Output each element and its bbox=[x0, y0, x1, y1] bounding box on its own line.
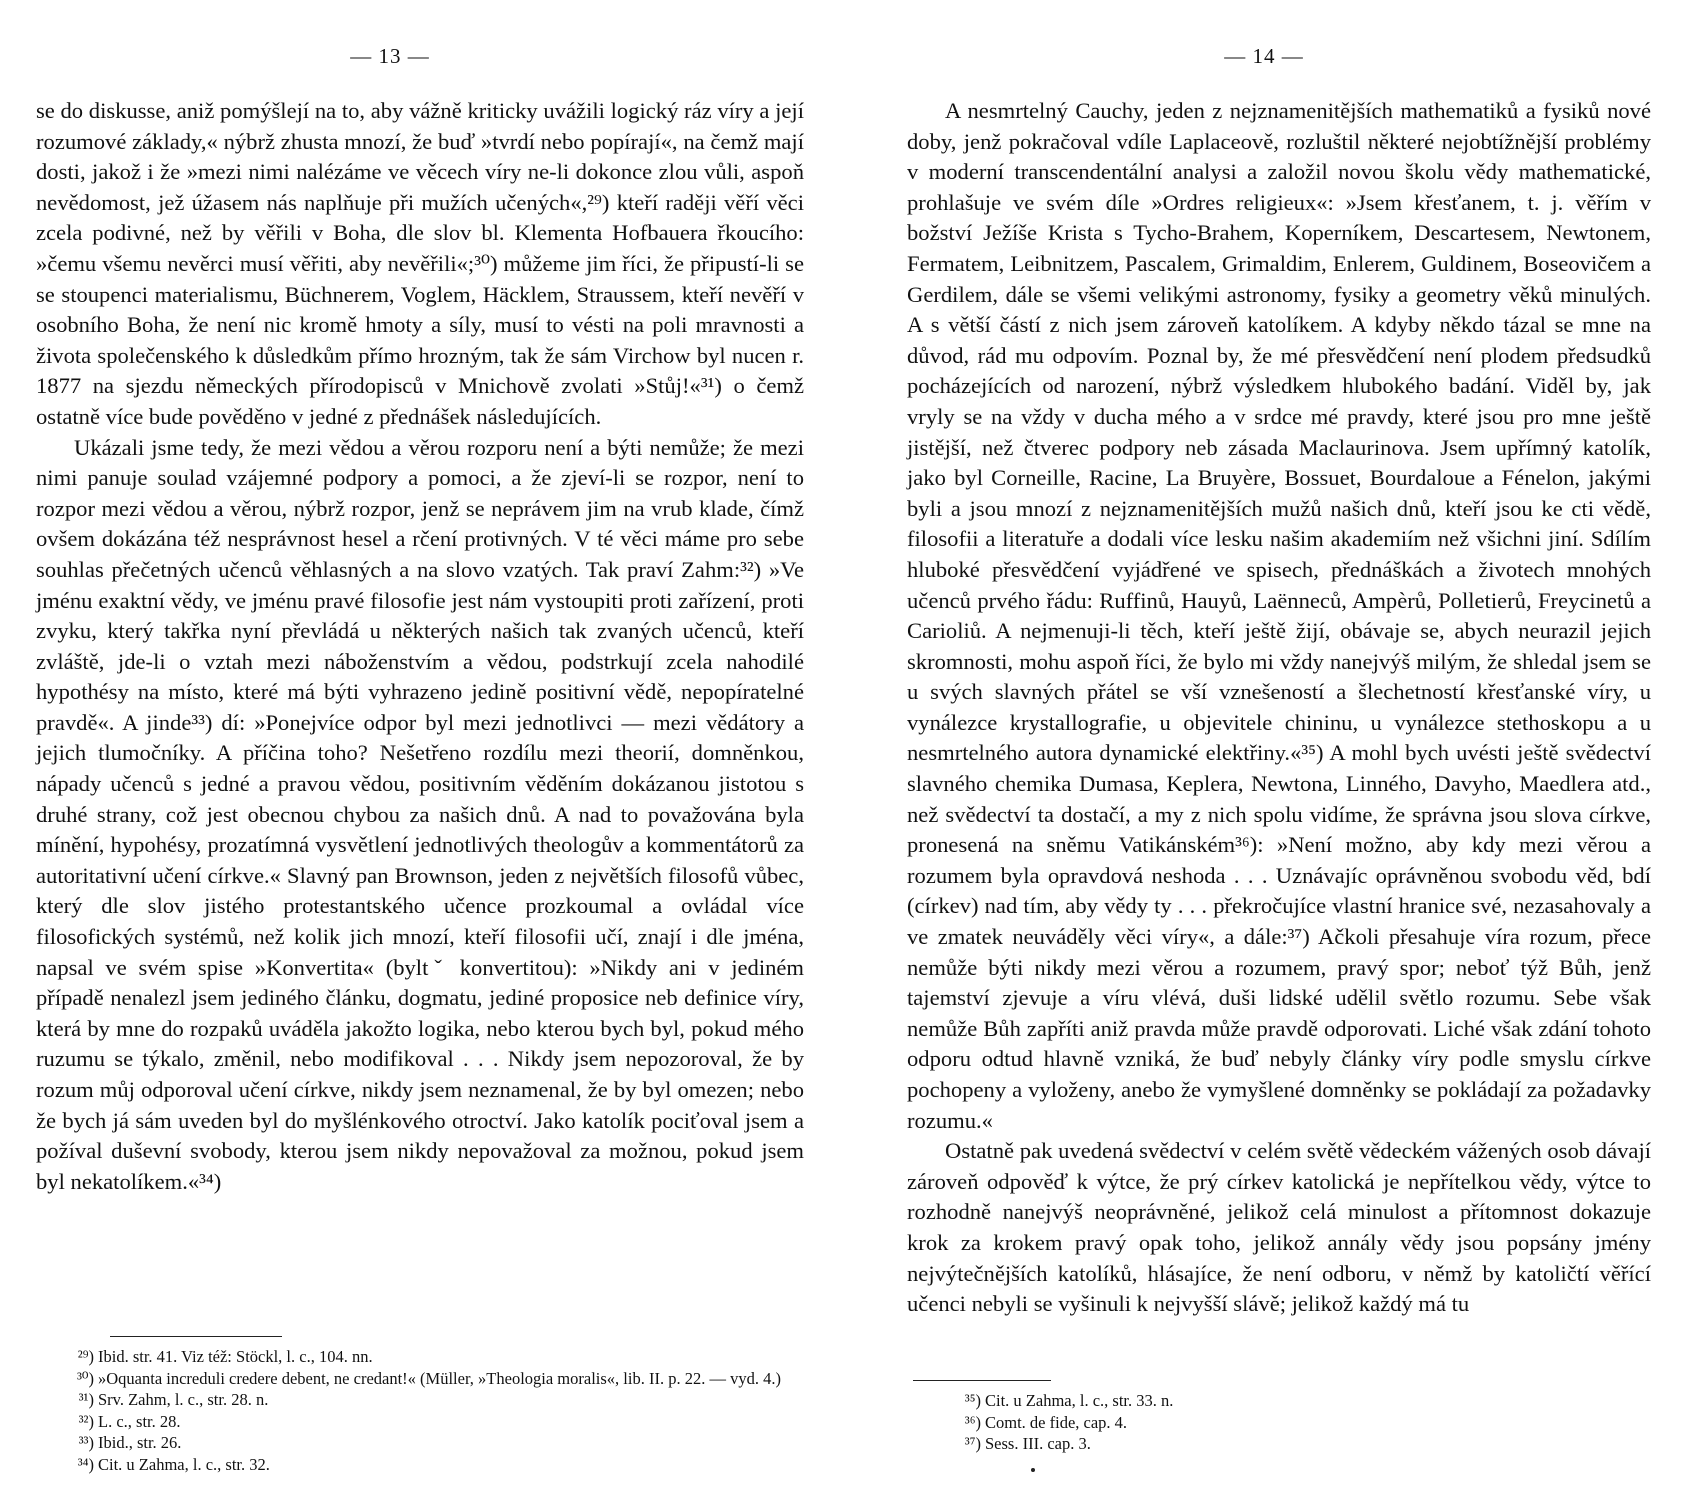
footnote-number: ³⁷) bbox=[964, 1434, 981, 1454]
footnote-text: L. c., str. 28. bbox=[98, 1411, 181, 1431]
footnote bbox=[955, 1412, 1515, 1434]
page-number-left: — 13 — bbox=[350, 44, 430, 68]
footnote-text: Comt. de fide, cap. 4. bbox=[985, 1412, 1128, 1432]
footnote bbox=[36, 1411, 804, 1433]
left-page bbox=[18, 0, 808, 1500]
footnote bbox=[36, 1389, 804, 1411]
footnote-text: Ibid. str. 41. Viz též: Stöckl, l. c., 104. nn. bbox=[98, 1347, 373, 1366]
footnote bbox=[36, 1432, 804, 1454]
footnote-divider bbox=[110, 1336, 282, 1337]
footnote-number: ³³) bbox=[78, 1433, 94, 1453]
footnote bbox=[955, 1390, 1515, 1412]
footnote-text: Srv. Zahm, l. c., str. 28. n. bbox=[98, 1390, 269, 1410]
footnote bbox=[36, 1454, 804, 1476]
print-speck bbox=[1031, 1468, 1035, 1472]
paragraph: Ostatně pak uvedená svědectví v celém světě vědeckém vážených osob dávají zároveň odpověď k výtce, že prý církev katolická je nepřítelkou vědy, výtce to rozhodně nanejvýš neoprávněné, jelikož celá minulost a přítomnost dokazuje krok za krokem pravý opak toho, jelikož annály vědy jsou popsány jmény nejvýtečnějších katolíků, hlásajíce, že není odboru, v němž by katoličtí věřící učenci nebyli se vyšinuli k nejvyšší slávě; jelikož každý má tu bbox=[907, 1138, 1651, 1317]
footnote-number: ³²) bbox=[78, 1411, 94, 1431]
footnote-divider bbox=[913, 1380, 1051, 1381]
right-footnotes bbox=[955, 1390, 1515, 1455]
footnote-text: »Oquanta increduli credere debent, ne credant!« (Müller, »Theologia moralis«, lib. II. p. 22. — vyd. 4.) bbox=[98, 1368, 781, 1388]
right-page bbox=[895, 0, 1685, 1500]
footnote-number: ³⁵) bbox=[964, 1391, 981, 1410]
left-page-body bbox=[36, 96, 804, 1197]
footnote-number: ³⁶) bbox=[964, 1412, 981, 1432]
footnote-text: Ibid., str. 26. bbox=[98, 1433, 182, 1453]
left-footnotes bbox=[36, 1346, 804, 1476]
footnote-number: ³¹) bbox=[78, 1390, 94, 1410]
footnote bbox=[36, 1346, 804, 1368]
footnote bbox=[955, 1433, 1515, 1455]
footnote bbox=[36, 1368, 804, 1390]
footnote-text: Cit. u Zahma, l. c., str. 32. bbox=[98, 1454, 270, 1474]
page-number-right: — 14 — bbox=[1224, 44, 1304, 68]
paragraph: se do diskusse, aniž pomýšlejí na to, aby vážně kriticky uvážili logický ráz víry a její rozumové základy,« nýbrž zhusta mnozí, že buď »tvrdí nebo popírají«, na čemž mají dosti, jakož i že »mezi nimi nalézáme ve věcech víry ne-li dokonce zlou vůli, aspoň nevědomost, jež úžasem nás naplňuje při mužích učených«,²⁹) kteří raději věří věci zcela podivné, než by věřili v Boha, dle slov bl. Klementa Hofbauera řkoucího: »čemu všemu nevěrci musí věřiti, aby nevěřili«;³⁰) můžeme jim říci, že připustí-li se se stoupenci materialismu, Büchnerem, Voglem, Häcklem, Straussem, kteří nevěří v osobního Boha, že není nic kromě hmoty a síly, musí to vésti na poli mravnosti a života společenského k důsledkům přímo hrozným, tak že sám Virchow byl nucen r. 1877 na sjezdu německých přírodopisců v Mnichově zvolati »Stůj!«³¹) o čemž ostatně více bude pověděno v jedné z přednášek následujících. bbox=[36, 98, 804, 429]
footnote-text: Sess. III. cap. 3. bbox=[985, 1434, 1091, 1454]
paragraph: A nesmrtelný Cauchy, jeden z nejznamenitějších mathematiků a fysiků nové doby, jenž pokračoval vdíle Laplaceově, rozluštil některé nejobtížnější problémy v moderní transcendentální analysi a založil novou školu vědy mathematické, prohlašuje ve svém díle »Ordres religieux«: »Jsem křesťanem, t. j. věřím v božství Ježíše Krista s Tycho-Brahem, Koperníkem, Descartesem, Newtonem, Fermatem, Leibnitzem, Pascalem, Grimaldim, Enlerem, Guldinem, Boseovičem a Gerdilem, dále se všemi velikými astronomy, fysiky a geometry věků minulých. A s větší částí z nich jsem zároveň katolíkem. A kdyby někdo tázal se mne na důvod, rád mu odpovím. Poznal by, že mé přesvědčení není plodem předsudků pocházejících od narození, nýbrž výsledkem hlubokého badání. Viděl by, jak vryly se na vždy v ducha mého a v srdce mé pravdy, které jsou pro mne ještě jistější, než čtverec podpory neb zásada Maclaurinova. Jsem upřímný katolík, jako byl Corneille, Racine, La Bruyère, Bossuet, Bourdaloue a Fénelon, jakými byli a jsou mnozí z nejznamenitějších mužů našich dnů, kteří jsou ke cti vědě, filosofii a literatuře a dodali více lesku našim akademiím než všichni jiní. Sdílím hluboké přesvědčení vyjádřené ve spisech, přednáškách a životech mnohých učenců prvého řádu: Ruffinů, Hauyů, Laënneců, Ampèrů, Polletierů, Freycinetů a Carioliů. A nejmenuji-li těch, kteří ještě žijí, obávaje se, abych neurazil jejich skromnosti, mohu aspoň říci, že bylo mi vždy nanejvýš milým, že shledal jsem se u svých slavných přátel se vší vznešeností a šlechetností křesťanské víry, u vynálezce krystallografie, u objevitele chininu, u vynálezce stethoskopu a u nesmrtelného autora dynamické elektřiny.«³⁵) A mohl bych uvésti ještě svědectví slavného chemika Dumasa, Keplera, Newtona, Linného, Davyho, Maedlera atd., než svědectví ta dostačí, a my z nich spolu vidíme, že správna jsou slova církve, pronesená na sněmu Vatikánském³⁶): »Není možno, aby kdy mezi věrou a rozumem byla opravdová neshoda . . . Uznávajíc oprávněnou svobodu věd, bdí (církev) nad tím, aby vědy ty . . . překročujíce vlastní hranice své, nezasahovaly a ve zmatek neuváděly věci víry«, a dále:³⁷) Ačkoli přesahuje víra rozum, přece nemůže býti nikdy mezi věrou a rozumem, pravý spor; neboť týž Bůh, jenž tajemství zjevuje a víru vlévá, duši lidské udělil světlo rozumu. Sebe však nemůže Bůh zapříti aniž pravda může pravdě odporovati. Liché však zdání tohoto odporu odtud hlavně vzniká, že buď nebyly články víry podle smyslu církve pochopeny a vyloženy, anebo že vymyšlené domněnky se pokládají za požadavky rozumu.« bbox=[907, 98, 1651, 1133]
footnote-number: ³⁰) bbox=[76, 1368, 94, 1388]
footnote-number: ²⁹) bbox=[77, 1347, 94, 1366]
right-page-body bbox=[907, 96, 1651, 1320]
paragraph: Ukázali jsme tedy, že mezi vědou a věrou rozporu není a býti nemůže; že mezi nimi panuje soulad vzájemné podpory a pomoci, a že zjeví-li se rozpor, není to rozpor mezi vědou a věrou, nýbrž rozpor, jenž se neprávem jim na vrub klade, čímž ovšem dokázána též nesprávnost hesel a rčení protivných. V té věci máme pro sebe souhlas přečetných učenců věhlasných a na slovo vzatých. Tak praví Zahm:³²) »Ve jménu exaktní vědy, ve jménu pravé filosofie jest nám vystoupiti proti zařízení, proti zvyku, který takřka nyní převládá u některých našich tak zvaných učenců, kteří zvláště, jde-li o vztah mezi náboženstvím a vědou, podstrkují zcela nahodilé hypothésy na místo, které má býti vyhrazeno jedině positivní vědě, nepopíratelné pravdě«. A jinde³³) dí: »Ponejvíce odpor byl mezi jednotlivci — mezi vědátory a jejich tlumočníky. A příčina toho? Nešetřeno rozdílu mezi theorií, domněnkou, nápady učenců s jedné a pravou vědou, positivním věděním dokázanou jistotou s druhé strany, což jest obecnou chybou za našich dnů. A nad to považována byla mínění, hypohésy, prozatímná vysvětlení jednotlivých theologův a kommentátorů za autoritativní učení církve.« Slavný pan Brownson, jeden z největších filosofů vůbec, který dle slov jistého protestantského učence prozkoumal a ovládal více filosofických systémů, než kolik jich mnozí, kteří filosofii učí, znají i dle jména, napsal ve svém spise »Konvertita« (byltˇ konvertitou): »Nikdy ani v jediném případě nenalezl jsem jediného článku, dogmatu, jediné proposice neb definice víry, která by mne do rozpaků uváděla jakožto logika, nebo kterou bych byl, pokud mého ruzumu se týkalo, změnil, nebo modifikoval . . . Nikdy jsem nepozoroval, že by rozum můj odporoval učení církve, nikdy jsem neznamenal, že by byl omezen; nebo že bych já sám uveden byl do myšlénkového otroctví. Jako katolík pociťoval jsem a požíval duševní svobody, kterou jsem nikdy nepovažoval za možnou, pokud jsem byl nekatolíkem.«³⁴) bbox=[36, 434, 804, 1194]
footnote-number: ³⁴) bbox=[77, 1454, 94, 1474]
footnote-text: Cit. u Zahma, l. c., str. 33. n. bbox=[985, 1391, 1174, 1410]
